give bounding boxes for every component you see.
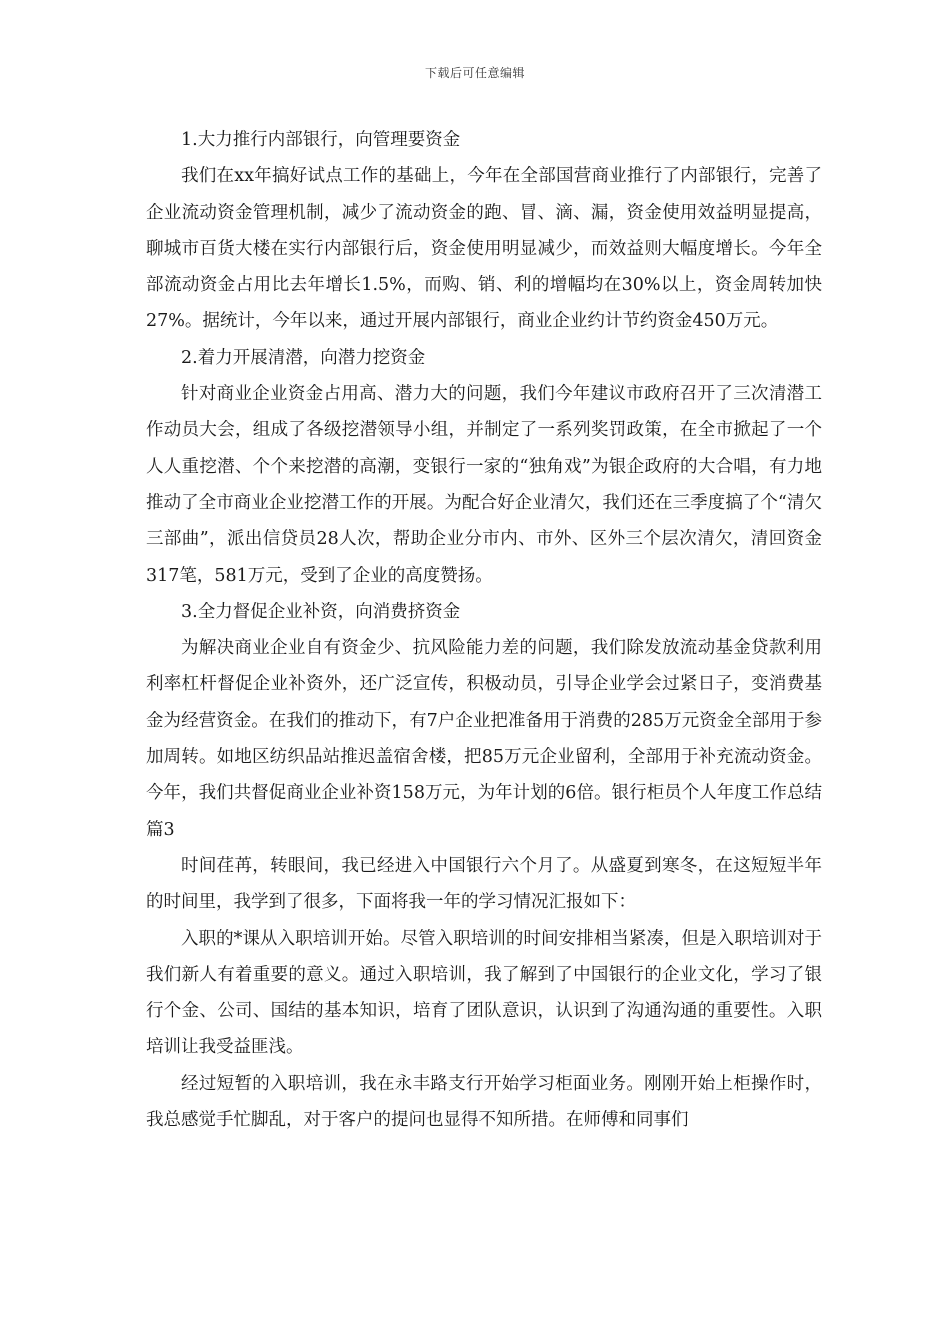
paragraph: 为解决商业企业自有资金少、抗风险能力差的问题，我们除发放流动基金贷款利用利率杠杆督促企业补资外，还广泛宣传，积极动员，引导企业学会过紧日子，变消费基金为经营资金。在我们的推动下，有7户企业把准备用于消费的285万元资金全部用于参加周转。如地区纺织品站推迟盖宿舍楼，把85万元企业留利，全部用于补充流动资金。今年，我们共督促商业企业补资158万元，为年计划的6倍。银行柜员个人年度工作总结 篇3 [146,638,822,840]
section-heading-3: 3.全力督促企业补资，向消费挤资金 [181,601,461,622]
section-heading-2: 2.着力开展清潜，向潜力挖资金 [181,347,426,368]
paragraph: 入职的*课从入职培训开始。尽管入职培训的时间安排相当紧凑，但是入职培训对于我们新人有着重要的意义。通过入职培训，我了解到了中国银行的企业文化，学习了银行个金、公司、国结的基本知识，培育了团队意识，认识到了沟通沟通的重要性。入职培训让我受益匪浅。 [146,928,822,1058]
paragraph: 针对商业企业资金占用高、潜力大的问题，我们今年建议市政府召开了三次清潜工作动员大会，组成了各级挖潜领导小组，并制定了一系列奖罚政策，在全市掀起了一个人人重挖潜、个个来挖潜的高潮，变银行一家的“独角戏”为银企政府的大合唱，有力地推动了全市商业企业挖潜工作的开展。为配合好企业清欠，我们还在三季度搞了个“清欠三部曲”，派出信贷员28人次，帮助企业分市内、市外、区外三个层次清欠，清回资金317笔，581万元，受到了企业的高度赞扬。 [146,384,822,586]
paragraph: 经过短暂的入职培训，我在永丰路支行开始学习柜面业务。刚刚开始上柜操作时，我总感觉手忙脚乱，对于客户的提问也显得不知所措。在师傅和同事们 [146,1073,822,1131]
section-heading-1: 1.大力推行内部银行，向管理要资金 [181,130,461,150]
page-header-note: 下载后可任意编辑 [424,66,525,80]
paragraph: 时间荏苒，转眼间，我已经进入中国银行六个月了。从盛夏到寒冬，在这短短半年的时间里，我学到了很多，下面将我一年的学习情况汇报如下： [146,855,822,913]
document-body [146,122,822,1138]
paragraph: 我们在xx年搞好试点工作的基础上，今年在全部国营商业推行了内部银行，完善了企业流动资金管理机制，减少了流动资金的跑、冒、滴、漏，资金使用效益明显提高，聊城市百货大楼在实行内部银行后，资金使用明显减少，而效益则大幅度增长。今年全部流动资金占用比去年增长1.5%，而购、销、利的增幅均在30%以上，资金周转加快27%。据统计，今年以来，通过开展内部银行，商业企业约计节约资金450万元。 [146,166,822,332]
